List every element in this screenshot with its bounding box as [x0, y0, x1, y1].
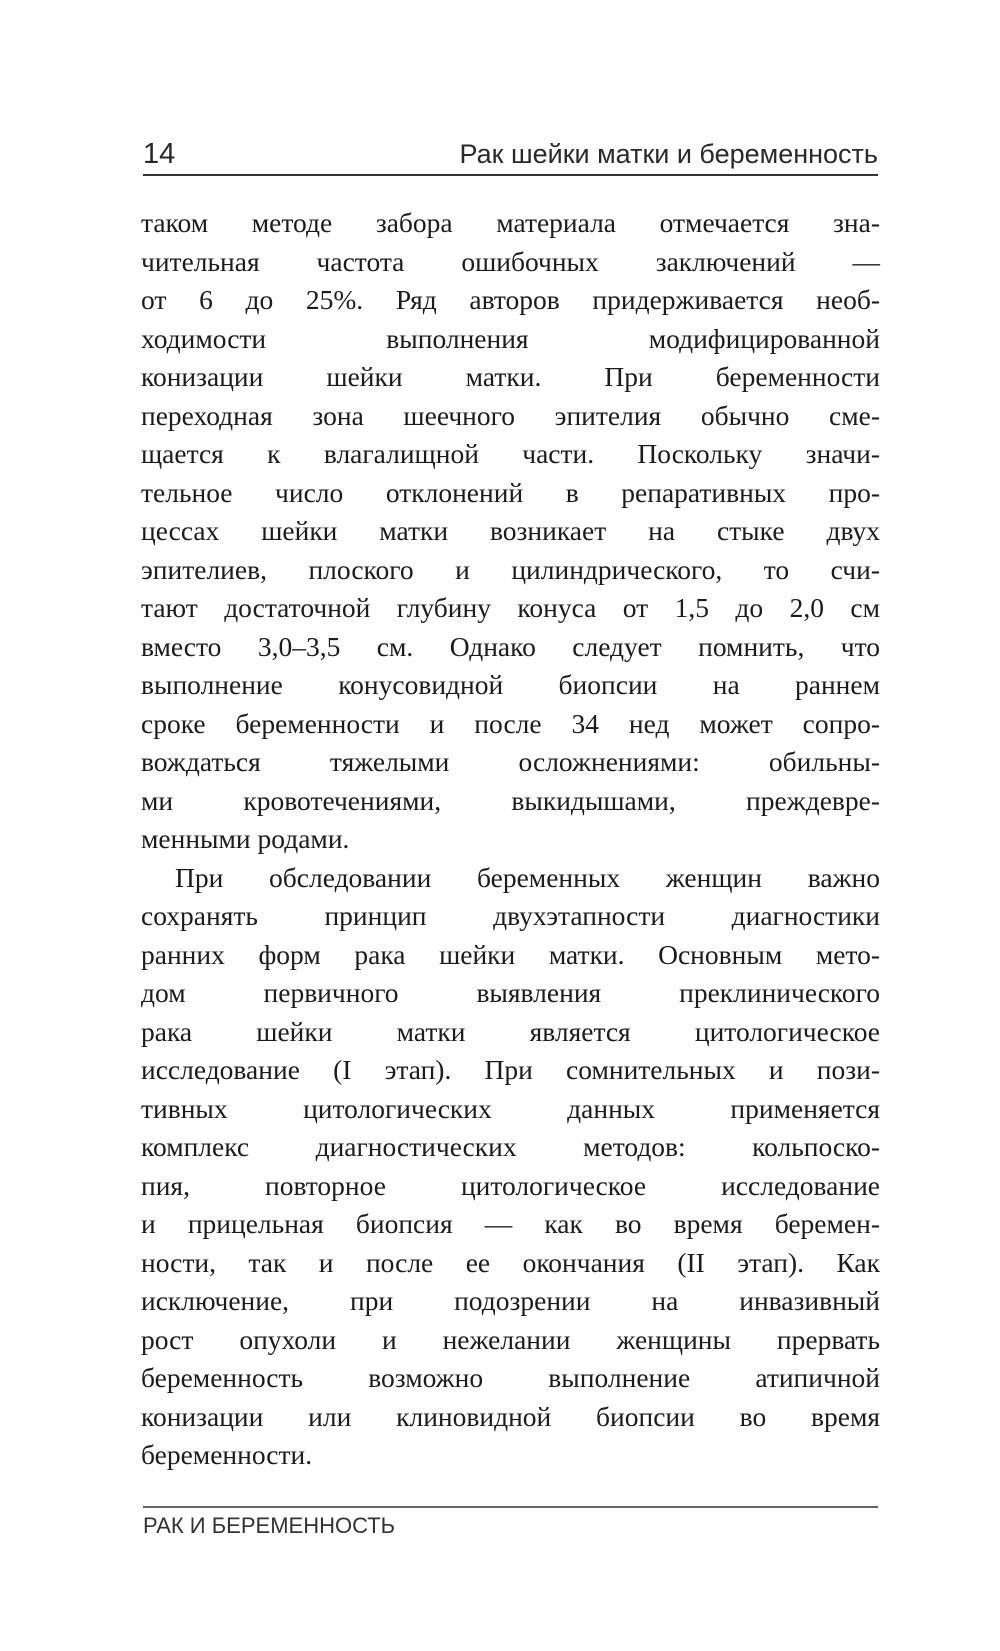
text-line: щается к влагалищной части. Поскольку значи-	[141, 438, 880, 469]
text-line: тельное число отклонений в репаративных про-	[141, 476, 880, 508]
text-line: вместо 3,0–3,5 см. Однако следует помнить, что	[141, 630, 880, 662]
text-line: тивных цитологических данных применяется	[141, 1092, 880, 1124]
paragraph-1	[141, 204, 880, 859]
header-rule	[143, 174, 878, 176]
text-line: ности, так и после ее окончания (II этап). Как	[141, 1246, 880, 1278]
text-line: тают достаточной глубину конуса от 1,5 до 2,0 см	[141, 592, 880, 623]
text-line: ходимости выполнения модифицированной	[141, 322, 880, 354]
paragraph-2	[141, 859, 880, 1475]
text-line: таком методе забора материала отмечается зна-	[141, 207, 880, 238]
text-line: эпителиев, плоского и цилиндрического, то счи-	[141, 553, 880, 585]
running-section-title: Рак шейки матки и беременность	[459, 139, 878, 169]
text-line: конизации или клиновидной биопсии во время	[141, 1400, 880, 1432]
text-line: беременность возможно выполнение атипичной	[141, 1362, 880, 1393]
text-line: менными родами.	[141, 823, 350, 854]
text-line: конизации шейки матки. При беременности	[141, 361, 880, 392]
text-line: рака шейки матки является цитологическое	[141, 1015, 880, 1047]
text-line: ранних форм рака шейки матки. Основным мето-	[141, 938, 880, 970]
text-line: цессах шейки матки возникает на стыке двух	[141, 515, 880, 546]
running-header	[143, 136, 878, 176]
text-line: чительная частота ошибочных заключений —	[141, 245, 880, 277]
body-text	[141, 204, 880, 1475]
text-line: дом первичного выявления преклинического	[141, 977, 880, 1008]
text-line: выполнение конусовидной биопсии на раннем	[141, 669, 880, 700]
text-line: пия, повторное цитологическое исследование	[141, 1169, 880, 1201]
footer-title: РАК И БЕРЕМЕННОСТЬ	[143, 1513, 396, 1538]
text-line: беременности.	[141, 1439, 313, 1470]
text-line: комплекс диагностических методов: кольпоско-	[141, 1131, 880, 1162]
text-line: сохранять принцип двухэтапности диагностики	[141, 900, 880, 931]
footer-rule	[143, 1506, 878, 1508]
text-line: от 6 до 25%. Ряд авторов придерживается необ-	[141, 284, 880, 315]
text-line: сроке беременности и после 34 нед может сопро-	[141, 707, 880, 739]
text-line: переходная зона шеечного эпителия обычно сме-	[141, 399, 880, 431]
text-line: При обследовании беременных женщин важно	[175, 861, 880, 893]
text-line: рост опухоли и нежелании женщины прервать	[141, 1323, 880, 1355]
text-line: вождаться тяжелыми осложнениями: обильны-	[141, 746, 880, 777]
page-number: 14	[143, 138, 176, 170]
text-line: исследование (I этап). При сомнительных и пози-	[141, 1054, 880, 1085]
text-line: исключение, при подозрении на инвазивный	[141, 1285, 880, 1316]
text-line: ми кровотечениями, выкидышами, преждевре-	[141, 784, 880, 816]
text-line: и прицельная биопсия — как во время беремен-	[141, 1208, 880, 1239]
